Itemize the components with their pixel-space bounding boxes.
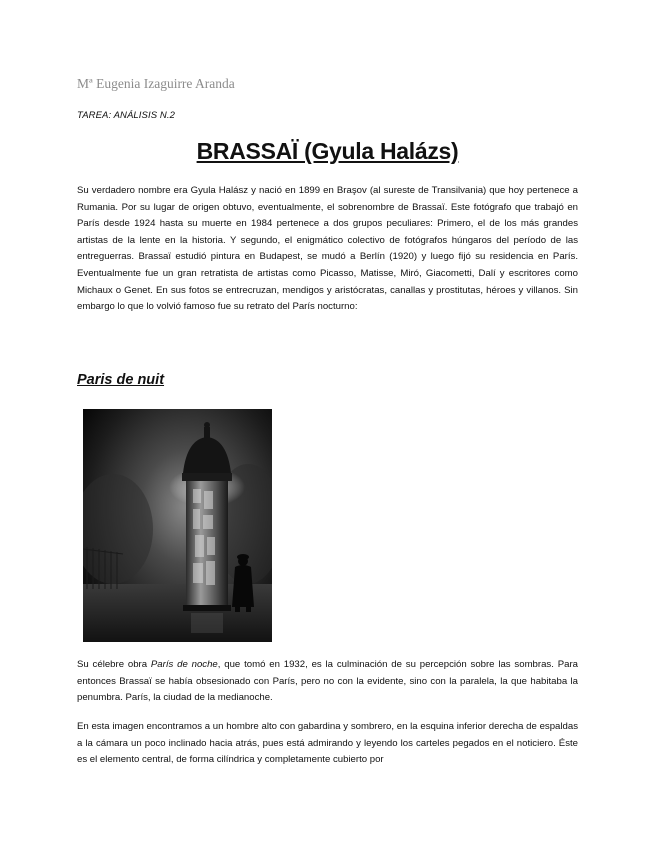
author-name: Mª Eugenia Izaguirre Aranda <box>77 76 235 91</box>
paragraph-2-start: Su célebre obra <box>77 659 151 670</box>
paris-de-nuit-photo <box>83 409 272 642</box>
section-heading: Paris de nuit <box>77 372 165 388</box>
artwork-title: París de noche <box>150 659 218 670</box>
task-label: TAREA: ANÁLISIS N.2 <box>77 110 175 121</box>
paragraph-3: En esta imagen encontramos a un hombre alto con gabardina y sombrero, en la esquina inferior derecha de espaldas a la cámara un poco inclinado hacia atrás, pues está admirando y leyendo los carteles pegados en el noticiero. Éste es el elemento central, de forma cilíndrica y completamente cubierto por <box>77 721 578 766</box>
paragraph-2 <box>77 657 578 707</box>
document-title: BRASSAÏ (Gyula Halázs) <box>196 138 459 164</box>
intro-paragraph: Su verdadero nombre era Gyula Halász y nació en 1899 en Braşov (al sureste de Transilvania) que hoy pertenece a Rumania. Por su lugar de origen obtuvo, eventualmente, el sobrenombre de Brassaï. Este fotógrafo que trabajó en París desde 1924 hasta su muerte en 1984 pertenece a dos grupos peculiares: Primero, el de los más grandes artistas de la lente en la historia. Y segundo, el enigmático colectivo de fotógrafos húngaros del período de las entreguerras. Brassaï estudió pintura en Budapest, se mudó a Berlín (1920) y luego fijó su residencia en París. Eventualmente fue un gran retratista de artistas como Picasso, Matisse, Miró, Giacometti, Dalí y escritores como Michaux o Genet. En sus fotos se entrecruzan, mendigos y aristócratas, canallas y prostitutas, héroes y villanos. Sin embargo lo que lo volvió famoso fue su retrato del París nocturno: <box>77 185 578 313</box>
paragraph-2-end: , que tomó en 1932, es la culminación de su percepción sobre las sombras. Para entonces Brassaï se había obsesionado con París, pero no con la evidente, sino con la paralela, la que habitaba la penumbra. París, la ciudad de la medianoche. <box>77 659 578 704</box>
